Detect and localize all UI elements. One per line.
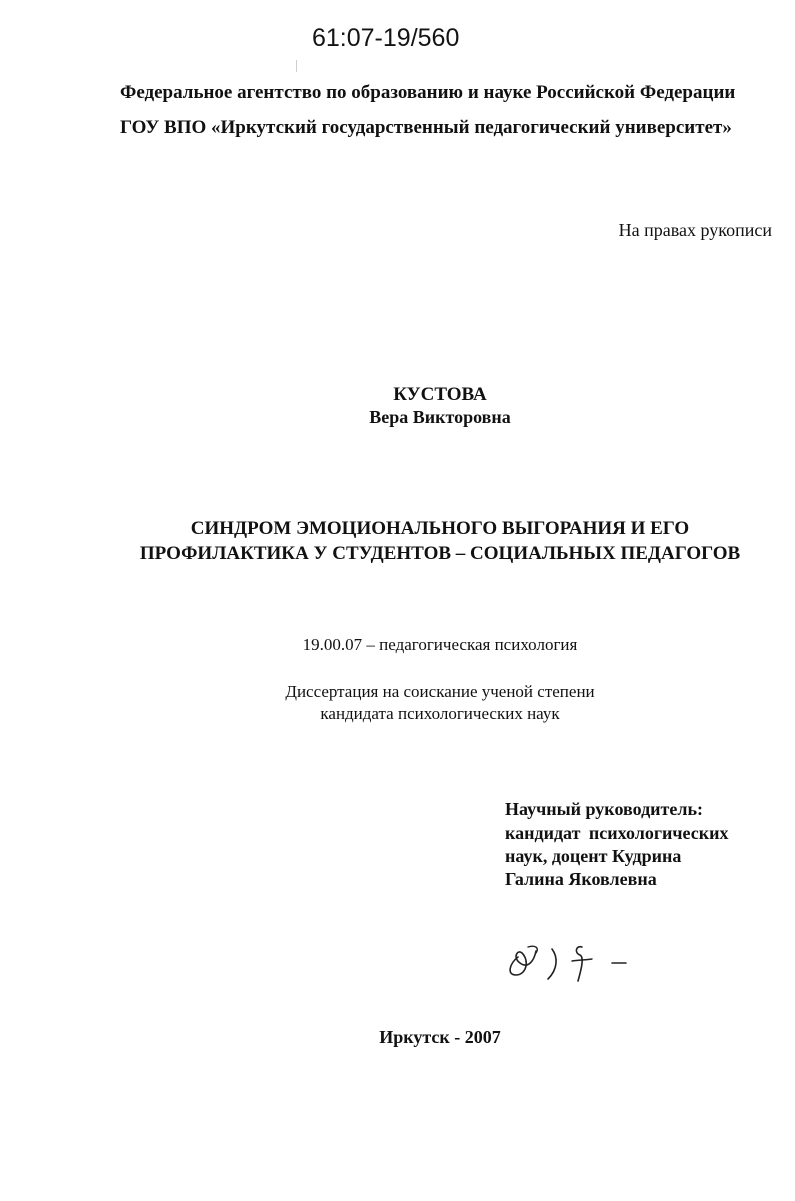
author-surname: КУСТОВА: [393, 384, 487, 405]
title-line-2: ПРОФИЛАКТИКА У СТУДЕНТОВ – СОЦИАЛЬНЫХ ПЕДАГОГОВ: [139, 543, 741, 564]
author-given-names: Вера Викторовна: [369, 407, 511, 427]
organization-line-1: Федеральное агентство по образованию и науке Российской Федерации: [120, 82, 736, 103]
archive-stamp: 61:07-19/560: [312, 24, 460, 52]
dissertation-line-1: Диссертация на соискание ученой степени: [285, 682, 595, 701]
dissertation-line-2: кандидата психологических наук: [320, 704, 560, 723]
advisor-line-2: кандидат психологических: [505, 823, 729, 843]
handwritten-signature: [500, 935, 640, 985]
advisor-line-1: Научный руководитель:: [505, 799, 703, 819]
manuscript-note: На правах рукописи: [618, 220, 772, 240]
city-year: Иркутск - 2007: [379, 1027, 501, 1047]
scan-mark: [296, 60, 297, 72]
specialty: 19.00.07 – педагогическая психология: [302, 635, 578, 654]
title-line-1: СИНДРОМ ЭМОЦИОНАЛЬНОГО ВЫГОРАНИЯ И ЕГО: [190, 518, 690, 539]
organization-line-2: ГОУ ВПО «Иркутский государственный педагогический университет»: [120, 117, 732, 138]
advisor-line-3: наук, доцент Кудрина: [505, 846, 682, 866]
advisor-line-4: Галина Яковлевна: [505, 869, 657, 889]
